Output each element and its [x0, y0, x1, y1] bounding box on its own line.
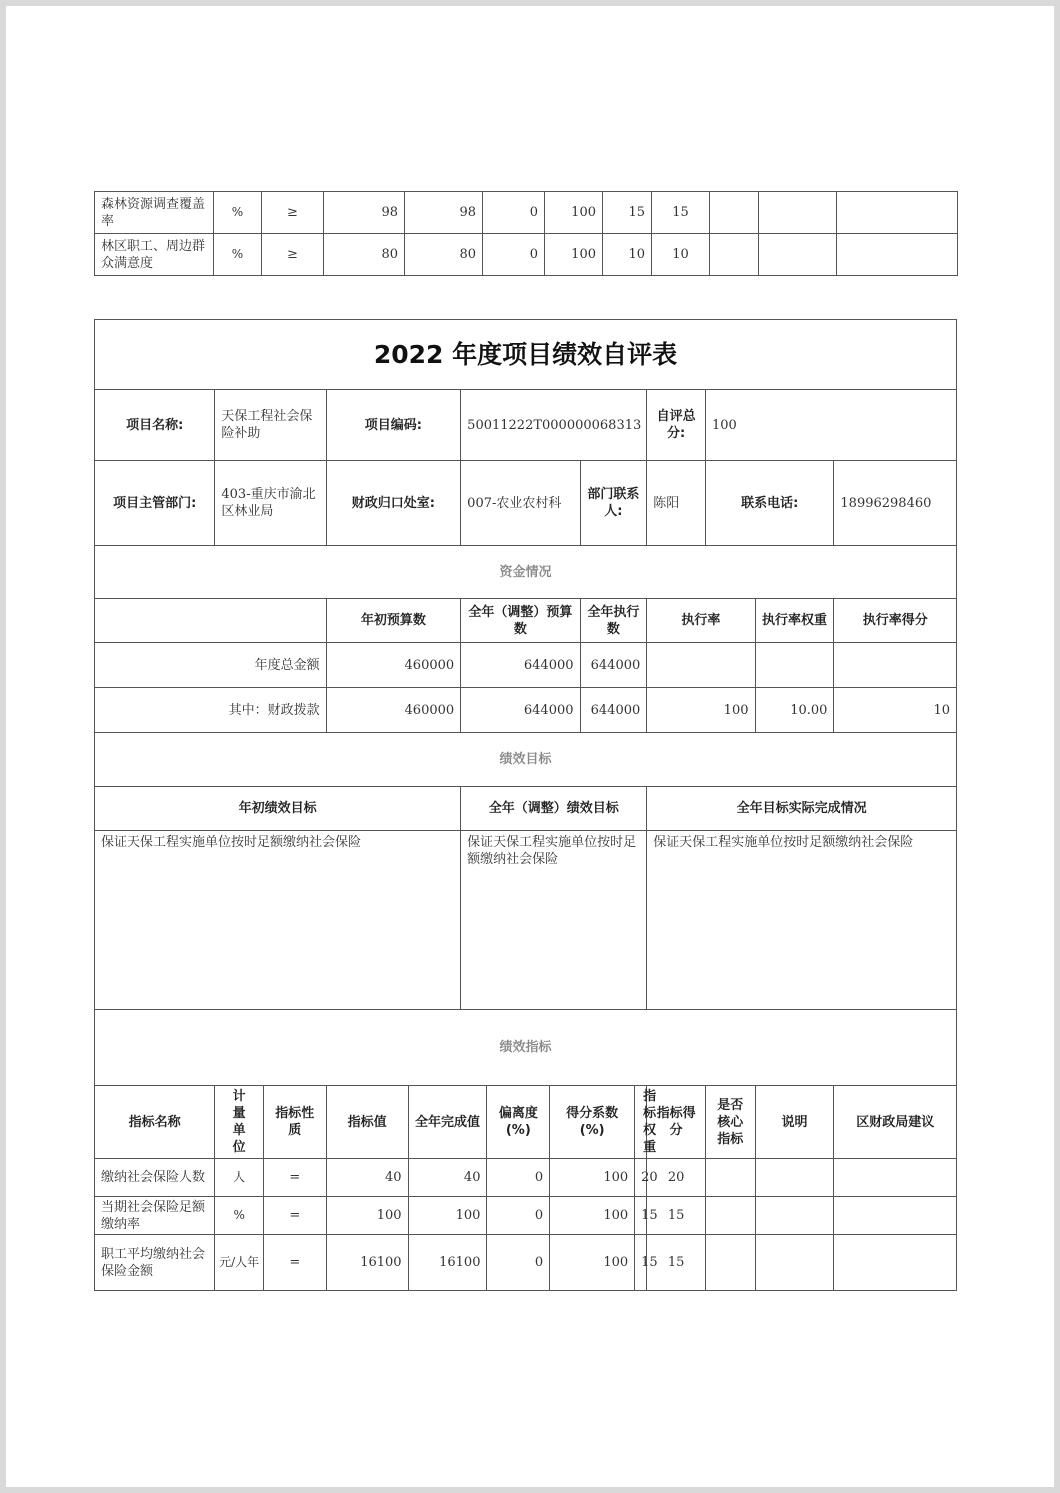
indicator-score: 15 [647, 1235, 706, 1291]
finance-office-label: 财政归口处室: [326, 461, 461, 546]
contact-value: 陈阳 [647, 461, 706, 546]
indicator-value: 80 [324, 234, 405, 276]
indicator-complete: 16100 [408, 1235, 487, 1291]
indicator-nature: = [263, 1235, 326, 1291]
goals-header: 全年目标实际完成情况 [647, 787, 957, 831]
funds-header: 执行率权重 [755, 599, 834, 643]
phone-label: 联系电话: [705, 461, 833, 546]
page-title: 2022 年度项目绩效自评表 [95, 320, 957, 390]
indicator-name: 缴纳社会保险人数 [95, 1159, 215, 1197]
indicator-score: 10 [652, 234, 710, 276]
finance-office-value: 007-农业农村科 [461, 461, 580, 546]
indicator-value: 100 [326, 1197, 408, 1235]
indicator-header: 指标得分 [647, 1086, 706, 1159]
document-page [6, 6, 1054, 1487]
indicator-note [755, 1235, 834, 1291]
funds-row-label: 年度总金额 [95, 643, 327, 688]
table-row [95, 192, 958, 234]
funds-section-heading: 资金情况 [95, 546, 957, 599]
funds-adjusted: 644000 [461, 688, 580, 733]
indicator-note [755, 1159, 834, 1197]
indicator-complete: 80 [405, 234, 483, 276]
indicator-name: 林区职工、周边群众满意度 [95, 234, 214, 276]
indicator-weight: 10 [603, 234, 652, 276]
indicator-header: 全年完成值 [408, 1086, 487, 1159]
funds-rate [647, 643, 755, 688]
indicator-suggestion [834, 1197, 957, 1235]
indicator-deviation: 0 [483, 234, 545, 276]
funds-header: 年初预算数 [326, 599, 461, 643]
funds-weight [755, 643, 834, 688]
indicator-suggestion [837, 192, 958, 234]
indicator-note [755, 1197, 834, 1235]
goals-header: 全年（调整）绩效目标 [461, 787, 647, 831]
indicator-value: 16100 [326, 1235, 408, 1291]
indicator-suggestion [834, 1159, 957, 1197]
indicators-section-heading: 绩效指标 [95, 1010, 957, 1086]
indicator-header: 是否核心指标 [705, 1086, 755, 1159]
indicator-name: 当期社会保险足额缴纳率 [95, 1197, 215, 1235]
indicator-unit: 元/人年 [215, 1235, 264, 1291]
table-row [95, 234, 958, 276]
funds-budget: 460000 [326, 643, 461, 688]
funds-header: 全年执行数 [580, 599, 647, 643]
indicator-nature: = [263, 1159, 326, 1197]
table-row [95, 688, 957, 733]
indicator-nature: = [263, 1197, 326, 1235]
indicator-weight: 15 [603, 192, 652, 234]
indicator-coefficient: 100 [545, 234, 603, 276]
indicator-name: 森林资源调查覆盖率 [95, 192, 214, 234]
indicator-header: 得分系数(%) [550, 1086, 635, 1159]
indicator-coefficient: 100 [545, 192, 603, 234]
project-name-label: 项目名称: [95, 390, 215, 461]
indicator-deviation: 0 [487, 1197, 550, 1235]
table-row [95, 1197, 957, 1235]
indicator-weight: 15 [635, 1235, 647, 1291]
funds-row-label: 其中：财政拨款 [95, 688, 327, 733]
indicator-unit: % [214, 234, 262, 276]
indicator-weight: 15 [635, 1197, 647, 1235]
project-code-value: 50011222T000000068313 [461, 390, 647, 461]
indicator-deviation: 0 [483, 192, 545, 234]
table-row [95, 643, 957, 688]
actual-completion-text: 保证天保工程实施单位按时足额缴纳社会保险 [647, 831, 957, 1010]
department-label: 项目主管部门: [95, 461, 215, 546]
funds-header: 执行率 [647, 599, 755, 643]
indicator-suggestion [837, 234, 958, 276]
indicator-score: 20 [647, 1159, 706, 1197]
goals-section-heading: 绩效目标 [95, 733, 957, 787]
indicator-coefficient: 100 [550, 1197, 635, 1235]
total-score-label: 自评总分: [647, 390, 706, 461]
indicator-header: 计量单位 [215, 1086, 264, 1159]
self-evaluation-form [94, 319, 957, 1291]
initial-goal-text: 保证天保工程实施单位按时足额缴纳社会保险 [95, 831, 461, 1010]
indicator-header: 偏离度(%) [487, 1086, 550, 1159]
funds-header: 全年（调整）预算数 [461, 599, 580, 643]
indicator-complete: 98 [405, 192, 483, 234]
continued-indicator-table [94, 191, 958, 276]
department-value: 403-重庆市渝北区林业局 [215, 461, 326, 546]
indicator-header: 指标值 [326, 1086, 408, 1159]
indicator-header: 指标性质 [263, 1086, 326, 1159]
adjusted-goal-text: 保证天保工程实施单位按时足额缴纳社会保险 [461, 831, 647, 1010]
indicator-nature: ≥ [262, 234, 324, 276]
indicator-core [710, 192, 759, 234]
indicator-score: 15 [652, 192, 710, 234]
funds-score: 10 [834, 688, 957, 733]
indicator-complete: 40 [408, 1159, 487, 1197]
indicator-value: 98 [324, 192, 405, 234]
indicator-note [759, 192, 837, 234]
indicator-weight: 20 [635, 1159, 647, 1197]
table-row [95, 1159, 957, 1197]
indicator-value: 40 [326, 1159, 408, 1197]
indicator-suggestion [834, 1235, 957, 1291]
funds-score [834, 643, 957, 688]
funds-executed: 644000 [580, 643, 647, 688]
indicator-header: 说明 [755, 1086, 834, 1159]
indicator-name: 职工平均缴纳社会保险金额 [95, 1235, 215, 1291]
total-score-value: 100 [705, 390, 956, 461]
indicator-complete: 100 [408, 1197, 487, 1235]
indicator-core [710, 234, 759, 276]
funds-header-blank [95, 599, 327, 643]
indicator-note [759, 234, 837, 276]
indicator-nature: ≥ [262, 192, 324, 234]
indicator-core [705, 1159, 755, 1197]
funds-header: 执行率得分 [834, 599, 957, 643]
indicator-score: 15 [647, 1197, 706, 1235]
indicator-core [705, 1197, 755, 1235]
project-name-value: 天保工程社会保险补助 [215, 390, 326, 461]
funds-rate: 100 [647, 688, 755, 733]
indicator-core [705, 1235, 755, 1291]
table-row [95, 1235, 957, 1291]
project-code-label: 项目编码: [326, 390, 461, 461]
indicator-header: 指标权重 [635, 1086, 647, 1159]
funds-budget: 460000 [326, 688, 461, 733]
indicator-unit: % [215, 1197, 264, 1235]
indicator-deviation: 0 [487, 1159, 550, 1197]
indicator-header: 区财政局建议 [834, 1086, 957, 1159]
indicator-unit: % [214, 192, 262, 234]
indicator-header: 指标名称 [95, 1086, 215, 1159]
funds-weight: 10.00 [755, 688, 834, 733]
funds-executed: 644000 [580, 688, 647, 733]
contact-label: 部门联系人: [580, 461, 647, 546]
goals-header: 年初绩效目标 [95, 787, 461, 831]
indicator-deviation: 0 [487, 1235, 550, 1291]
indicator-unit: 人 [215, 1159, 264, 1197]
funds-adjusted: 644000 [461, 643, 580, 688]
phone-value: 18996298460 [834, 461, 957, 546]
indicator-coefficient: 100 [550, 1235, 635, 1291]
indicator-coefficient: 100 [550, 1159, 635, 1197]
